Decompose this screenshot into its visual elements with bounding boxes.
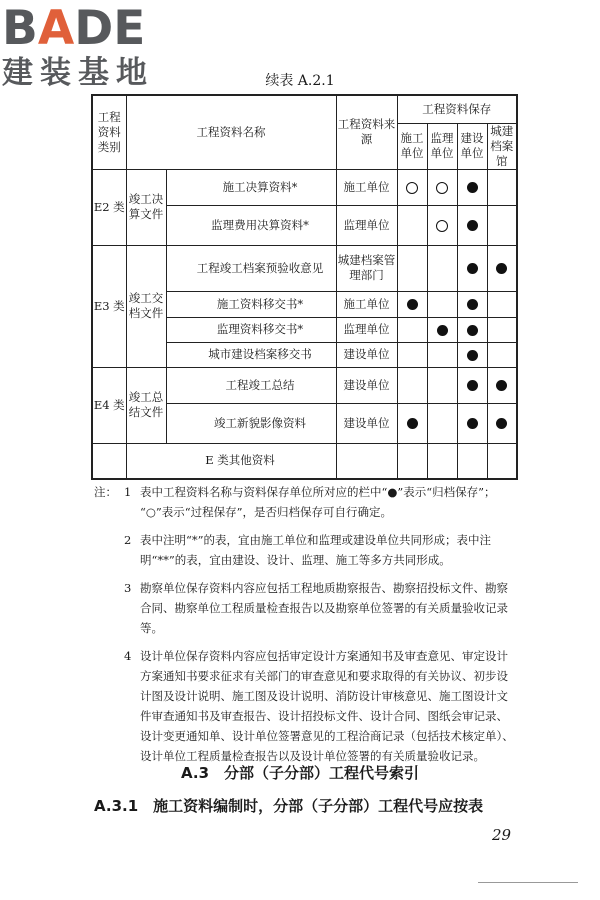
storage-cell [457, 245, 487, 291]
archive-dot-icon [407, 418, 418, 429]
logo-wordmark: BADE [2, 1, 146, 56]
archive-dot-icon [496, 263, 507, 274]
other-empty [92, 443, 126, 479]
document-source: 建设单位 [336, 342, 397, 367]
note-item [94, 482, 534, 522]
document-name: 监理费用决算资料* [166, 205, 336, 245]
note-line: “○”表示“过程保存”，是否归档保存可自行确定。 [140, 505, 393, 519]
note-item [94, 578, 534, 638]
table-row [92, 443, 517, 479]
storage-cell [427, 291, 457, 317]
empty-cell [427, 443, 457, 479]
empty-cell [457, 443, 487, 479]
archive-dot-icon [467, 350, 478, 361]
note-line: 设计单位工程质量检查报告以及设计单位签署的有关质量验收记录。 [140, 749, 485, 763]
storage-cell [397, 342, 427, 367]
empty-cell [336, 443, 397, 479]
document-name: 竣工新貌影像资料 [166, 403, 336, 443]
note-line: 明“**”的表，宜由建设、设计、监理、施工等多方共同形成。 [140, 553, 451, 567]
note-item [94, 646, 534, 766]
archive-dot-icon [496, 418, 507, 429]
storage-cell [427, 245, 457, 291]
process-circle-icon [406, 182, 418, 194]
header-unit: 监理单位 [427, 123, 457, 169]
document-source: 城建档案管理部门 [336, 245, 397, 291]
note-line: 计图及设计说明、施工图及设计说明、消防设计审核意见、施工图设计文 [140, 689, 508, 703]
empty-cell [397, 443, 427, 479]
process-circle-icon [436, 182, 448, 194]
category-code: E3 类 [92, 245, 126, 367]
other-name: E 类其他资料 [126, 443, 336, 479]
storage-cell [397, 169, 427, 205]
storage-cell [457, 403, 487, 443]
storage-cell [457, 317, 487, 342]
document-name: 工程竣工档案预验收意见 [166, 245, 336, 291]
header-name: 工程资料名称 [126, 95, 336, 169]
note-line: 方案通知书要求征求有关部门的审查意见和要求取得的有关协议、初步设 [140, 669, 508, 683]
category-subtype: 竣工交档文件 [126, 245, 166, 367]
header-source: 工程资料来源 [336, 95, 397, 169]
storage-cell [397, 403, 427, 443]
note-line: 表中注明“*”的表，宜由施工单位和监理或建设单位共同形成；表中注 [140, 533, 492, 547]
archive-dot-icon [467, 418, 478, 429]
storage-cell [487, 205, 517, 245]
header-unit: 城建档案馆 [487, 123, 517, 169]
storage-cell [427, 169, 457, 205]
storage-cell [457, 342, 487, 367]
table-row [92, 169, 517, 205]
storage-cell [397, 205, 427, 245]
category-code: E4 类 [92, 367, 126, 443]
note-number: 4 [124, 649, 132, 663]
storage-cell [487, 245, 517, 291]
archive-table [91, 94, 518, 480]
storage-cell [487, 317, 517, 342]
note-line: 勘察单位保存资料内容应包括工程地质勘察报告、勘察招投标文件、勘察 [140, 581, 508, 595]
category-code: E2 类 [92, 169, 126, 245]
document-name: 工程竣工总结 [166, 367, 336, 403]
document-source: 建设单位 [336, 403, 397, 443]
storage-cell [487, 403, 517, 443]
note-number: 2 [124, 533, 132, 547]
section-text: A.3.1 施工资料编制时，分部（子分部）工程代号应按表 [94, 797, 484, 815]
archive-dot-icon [437, 325, 448, 336]
document-source: 施工单位 [336, 169, 397, 205]
storage-cell [457, 291, 487, 317]
storage-cell [487, 169, 517, 205]
document-name: 监理资料移交书* [166, 317, 336, 342]
note-line: 表中工程资料名称与资料保存单位所对应的栏中“●”表示“归档保存”； [140, 485, 496, 499]
document-name: 城市建设档案移交书 [166, 342, 336, 367]
archive-dot-icon [407, 299, 418, 310]
storage-cell [397, 317, 427, 342]
table-row [92, 245, 517, 291]
storage-cell [397, 245, 427, 291]
storage-cell [487, 291, 517, 317]
footer-rule [478, 882, 578, 883]
header-unit: 建设单位 [457, 123, 487, 169]
storage-cell [457, 205, 487, 245]
storage-cell [397, 291, 427, 317]
storage-cell [427, 342, 457, 367]
table-row [92, 367, 517, 403]
archive-dot-icon [467, 299, 478, 310]
document-source: 建设单位 [336, 367, 397, 403]
storage-cell [487, 342, 517, 367]
document-source: 监理单位 [336, 205, 397, 245]
category-subtype: 竣工总结文件 [126, 367, 166, 443]
storage-cell [427, 367, 457, 403]
table-notes [94, 482, 534, 774]
document-source: 施工单位 [336, 291, 397, 317]
header-storage: 工程资料保存 [397, 95, 517, 123]
archive-dot-icon [467, 263, 478, 274]
archive-dot-icon [467, 220, 478, 231]
notes-label: 注： [94, 485, 117, 499]
section-title: A.3 分部（子分部）工程代号索引 [180, 764, 420, 782]
document-source: 监理单位 [336, 317, 397, 342]
document-name: 施工决算资料* [166, 169, 336, 205]
header-unit: 施工单位 [397, 123, 427, 169]
header-category: 工程资料类别 [92, 95, 126, 169]
logo-subtitle: 建装基地 [2, 55, 154, 91]
storage-cell [397, 367, 427, 403]
process-circle-icon [436, 220, 448, 232]
archive-dot-icon [467, 380, 478, 391]
page-number: 29 [492, 826, 512, 844]
table-caption: 续表 A.2.1 [265, 73, 335, 89]
archive-dot-icon [467, 182, 478, 193]
category-subtype: 竣工决算文件 [126, 169, 166, 245]
archive-dot-icon [496, 380, 507, 391]
header-row [92, 95, 517, 123]
archive-dot-icon [467, 325, 478, 336]
note-line: 设计变更通知单、设计单位签署意见的工程洽商记录（包括技术核定单）、 [140, 729, 514, 743]
storage-cell [457, 367, 487, 403]
note-number: 1 [124, 485, 132, 499]
note-number: 3 [124, 581, 132, 595]
note-line: 等。 [140, 621, 163, 635]
storage-cell [427, 403, 457, 443]
document-name: 施工资料移交书* [166, 291, 336, 317]
note-line: 合同、勘察单位工程质量检查报告以及勘察单位签署的有关质量验收记录 [140, 601, 508, 615]
note-line: 设计单位保存资料内容应包括审定设计方案通知书及审查意见、审定设计 [140, 649, 508, 663]
storage-cell [427, 317, 457, 342]
storage-cell [487, 367, 517, 403]
storage-cell [457, 169, 487, 205]
empty-cell [487, 443, 517, 479]
note-line: 件审查通知书及审查报告、设计招投标文件、设计合同、图纸会审记录、 [140, 709, 508, 723]
note-item [94, 530, 534, 570]
storage-cell [427, 205, 457, 245]
